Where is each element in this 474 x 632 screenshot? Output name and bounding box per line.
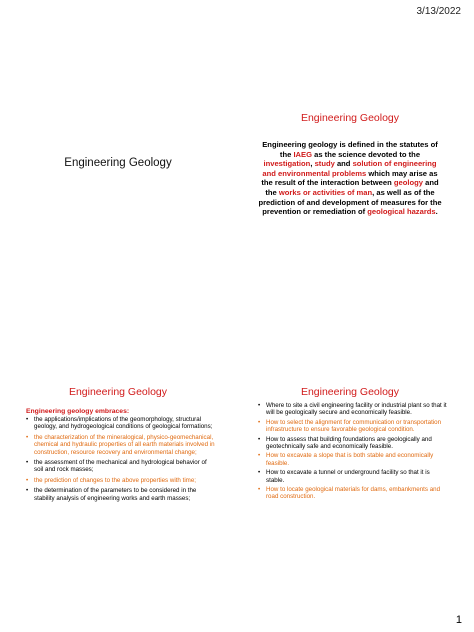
list-item-text: How to excavate a tunnel or underground facility so that it is stable. xyxy=(266,469,430,484)
slide-3-subtitle: Engineering geology embraces: xyxy=(26,408,130,415)
paragraph-run: geology xyxy=(393,178,423,188)
list-item-text: How to select the alignment for communication or transportation infrastructure to ensure favorable geological condition. xyxy=(266,418,442,434)
paragraph-run: which may arise as the result of the interaction between xyxy=(261,168,438,188)
list-item-text: the characterization of the mineralogical, physico-geomechanical, chemical and hydraulic properties of all earth materials involved in construction, resource recovery and environmental change; xyxy=(34,433,215,456)
list-item xyxy=(258,486,448,501)
paragraph-run: investigation xyxy=(263,159,311,169)
bullet-icon: • xyxy=(258,452,261,460)
paragraph-run: works or activities of man xyxy=(278,187,373,197)
bullet-icon: • xyxy=(258,469,261,477)
paragraph-run: geological hazards xyxy=(367,207,436,217)
bullet-icon: • xyxy=(258,486,261,494)
bullet-icon: • xyxy=(26,459,29,467)
slide-4 xyxy=(244,372,456,552)
list-item xyxy=(258,452,448,467)
list-item xyxy=(258,469,448,484)
bullet-icon: • xyxy=(258,402,261,409)
paragraph-run: study xyxy=(314,159,335,169)
slide-3-title: Engineering Geology xyxy=(68,386,168,398)
definition-paragraph xyxy=(258,140,442,217)
paragraph-run: IAEG xyxy=(293,149,313,159)
list-item xyxy=(26,487,216,502)
list-item-text: the applications/implications of the geomorphology, structural geology, and hydrogeological conditions of geological formations; xyxy=(34,416,213,431)
paragraph-run: . xyxy=(435,207,438,217)
paragraph-run: and xyxy=(334,159,353,169)
list-item-text: Where to site a civil engineering facility or industrial plant so that it will be geologically secure and economically feasible. xyxy=(266,402,447,417)
list-item-text: How to assess that building foundations are geologically and geotechnically safe and economically feasible. xyxy=(266,435,432,451)
slide-2-title: Engineering Geology xyxy=(300,112,400,124)
list-item xyxy=(26,416,216,431)
list-item xyxy=(258,402,448,417)
list-item xyxy=(26,459,216,474)
paragraph-run: , as well as of the prediction of and development of measures for the prevention or remediation of xyxy=(258,187,442,217)
date-label: 3/13/2022 xyxy=(416,6,461,17)
bullet-icon: • xyxy=(26,487,29,495)
slide-2 xyxy=(244,78,456,258)
list-item-text: the prediction of changes to the above properties with time; xyxy=(34,476,197,484)
paragraph-run: , xyxy=(310,159,315,169)
bullet-icon: • xyxy=(258,435,261,443)
slide-1 xyxy=(12,78,224,258)
bullet-icon: • xyxy=(26,476,29,484)
page-number: 1 xyxy=(455,614,462,626)
questions-list xyxy=(244,402,456,501)
paragraph-run: and the xyxy=(265,178,439,197)
embraces-list xyxy=(12,416,224,502)
list-item xyxy=(258,419,448,434)
paragraph-run: as the science devoted to the xyxy=(312,149,421,159)
bullet-icon: • xyxy=(26,416,29,423)
slide-1-title: Engineering Geology xyxy=(64,157,172,169)
list-item xyxy=(258,436,448,451)
slide-4-title: Engineering Geology xyxy=(300,386,400,398)
paragraph-run: solution of engineering and environmental problems xyxy=(262,159,437,178)
list-item-text: the assessment of the mechanical and hydrological behavior of soil and rock masses; xyxy=(34,459,207,474)
bullet-icon: • xyxy=(258,418,261,426)
bullet-icon: • xyxy=(26,433,29,441)
paragraph-run: Engineering geology is defined in the statutes of the xyxy=(262,140,438,159)
list-item xyxy=(26,434,216,456)
list-item-text: How to excavate a slope that is both stable and economically feasible. xyxy=(266,452,434,467)
list-item xyxy=(26,477,216,484)
slide-3 xyxy=(12,372,224,552)
list-item-text: How to locate geological materials for dams, embankments and road construction. xyxy=(266,486,441,501)
list-item-text: the determination of the parameters to be considered in the stability analysis of engineering works and earth masses; xyxy=(34,487,197,502)
